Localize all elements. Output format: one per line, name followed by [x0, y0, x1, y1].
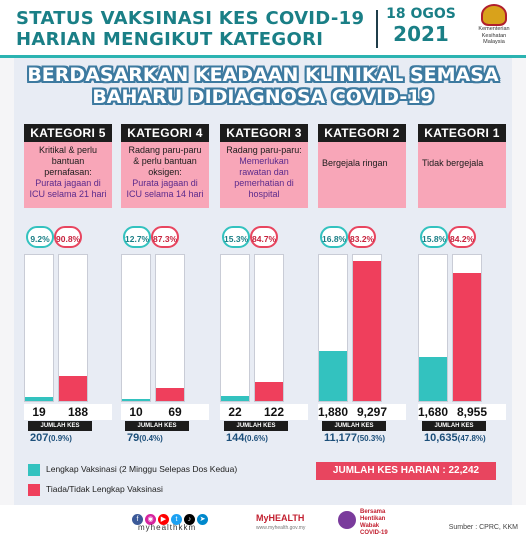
bar-unvaccinated: [58, 254, 88, 402]
total-percent: (0.6%): [244, 434, 268, 443]
percent-unvaccinated: 84.2%: [448, 226, 476, 248]
percent-vaccinated: 16.8%: [320, 226, 348, 248]
total-label: JUMLAH KES: [28, 421, 92, 431]
count-unvaccinated: 69: [168, 405, 182, 419]
percent-vaccinated: 12.7%: [123, 226, 151, 248]
count-row: [220, 404, 308, 420]
count-row: [121, 404, 209, 420]
category-title: KATEGORI 1: [418, 124, 506, 142]
category-title: KATEGORI 3: [220, 124, 308, 142]
percent-vaccinated: 15.8%: [420, 226, 448, 248]
total-value: 11,177: [324, 432, 358, 444]
percent-unvaccinated: 87.3%: [151, 226, 179, 248]
count-row: [318, 404, 406, 420]
title-line-1: STATUS VAKSINASI KES COVID-19: [16, 8, 365, 29]
bar-fill-unvaccinated: [156, 388, 184, 401]
count-unvaccinated: 188: [67, 405, 89, 419]
header: [0, 0, 526, 58]
bar-vaccinated: [220, 254, 250, 402]
count-vaccinated: 10: [129, 405, 143, 419]
bar-vaccinated: [318, 254, 348, 402]
percent-row: [220, 226, 308, 248]
category-card: [418, 124, 506, 208]
category-card: [24, 124, 112, 208]
total-percent: (50.3%): [357, 434, 386, 443]
myhealth-url: www.myhealth.gov.my: [256, 525, 306, 531]
total-label: JUMLAH KES: [322, 421, 386, 431]
total-value: 144: [226, 432, 245, 444]
total-value: 207: [30, 432, 49, 444]
category-desc-text: Tidak bergejala: [422, 158, 484, 168]
total-label: JUMLAH KES: [224, 421, 288, 431]
percent-row: [418, 226, 506, 248]
count-row: [24, 404, 112, 420]
bar-fill-vaccinated: [319, 351, 347, 401]
count-vaccinated: 1,880: [318, 405, 349, 419]
total-percent: (47.8%): [457, 434, 486, 443]
count-row: [418, 404, 506, 420]
category-card: [318, 124, 406, 208]
bar-fill-vaccinated: [221, 396, 249, 401]
bar-fill-unvaccinated: [59, 376, 87, 401]
bar-fill-unvaccinated: [453, 273, 481, 401]
bar-fill-vaccinated: [122, 399, 150, 401]
category-care-text: Purata jagaan di ICU selama 21 hari: [29, 178, 107, 199]
social-handle: myhealthkkm: [138, 523, 197, 532]
date-year: 2021: [393, 22, 449, 46]
bar-vaccinated: [24, 254, 54, 402]
count-vaccinated: 19: [32, 405, 46, 419]
bersama-text: Bersama Hentikan Wabak COVID-19: [360, 509, 388, 536]
bar-group: [24, 254, 112, 402]
category-desc-text: Radang paru-paru:: [226, 145, 302, 155]
instagram-icon[interactable]: ◉: [145, 514, 156, 525]
total-value: 10,635: [424, 432, 458, 444]
percent-row: [318, 226, 406, 248]
percent-vaccinated: 9.2%: [26, 226, 54, 248]
divider: [376, 10, 378, 48]
total-cases: [424, 432, 512, 444]
date-day: 18 OGOS: [386, 6, 456, 22]
legend-swatch-unvaccinated: [28, 484, 40, 496]
count-vaccinated: 22: [228, 405, 242, 419]
crest-icon: [481, 4, 507, 26]
subtitle-line-2: BAHARU DIDIAGNOSA COVID-19: [92, 86, 434, 108]
bar-group: [418, 254, 506, 402]
category-title: KATEGORI 2: [318, 124, 406, 142]
category-card: [220, 124, 308, 208]
category-title: KATEGORI 5: [24, 124, 112, 142]
date: [386, 6, 456, 46]
percent-unvaccinated: 90.8%: [54, 226, 82, 248]
category-desc-text: Radang paru-paru & perlu bantuan oksigen:: [128, 145, 202, 177]
page-title: [16, 8, 364, 50]
bar-fill-unvaccinated: [353, 261, 381, 401]
category-card: [121, 124, 209, 208]
legend-swatch-vaccinated: [28, 464, 40, 476]
category-description: [24, 142, 112, 208]
ministry-logo: [466, 4, 522, 46]
legend-label-unvaccinated: Tiada/Tidak Lengkap Vaksinasi: [46, 484, 163, 494]
legend-label-vaccinated: Lengkap Vaksinasi (2 Minggu Selepas Dos Kedua): [46, 464, 238, 474]
percent-unvaccinated: 83.2%: [348, 226, 376, 248]
footer: [0, 505, 526, 539]
category-description: [318, 142, 406, 208]
ministry-line-2: Kesihatan: [481, 32, 507, 39]
bar-group: [318, 254, 406, 402]
source-text: Sumber : CPRC, KKM: [448, 524, 518, 531]
ministry-line-3: Malaysia: [483, 39, 505, 45]
bar-unvaccinated: [352, 254, 382, 402]
bar-unvaccinated: [254, 254, 284, 402]
ministry-line-1: Kementerian: [478, 26, 510, 32]
percent-row: [24, 226, 112, 248]
percent-row: [121, 226, 209, 248]
youtube-icon[interactable]: ▶: [158, 514, 169, 525]
category-desc-text: Kritikal & perlu bantuan pernafasan:: [38, 145, 98, 177]
subtitle-line-1: BERDASARKAN KEADAAN KLINIKAL SEMASA: [27, 64, 499, 86]
category-care-text: Purata jagaan di ICU selama 14 hari: [126, 178, 204, 199]
count-unvaccinated: 8,955: [456, 405, 488, 419]
total-cases: [30, 432, 118, 444]
bar-group: [220, 254, 308, 402]
category-title: KATEGORI 4: [121, 124, 209, 142]
myhealth-logo: MyHEALTH: [256, 513, 305, 523]
bar-vaccinated: [121, 254, 151, 402]
count-vaccinated: 1,680: [418, 405, 449, 419]
total-label: JUMLAH KES: [422, 421, 486, 431]
count-unvaccinated: 9,297: [356, 405, 388, 419]
category-description: [220, 142, 308, 208]
bar-fill-unvaccinated: [255, 382, 283, 401]
total-cases: [324, 432, 412, 444]
bar-vaccinated: [418, 254, 448, 402]
subtitle: [14, 64, 512, 108]
category-care-text: Memerlukan rawatan dan pemerhatian di hospital: [234, 156, 294, 199]
title-line-2: HARIAN MENGIKUT KATEGORI: [16, 29, 324, 50]
tiktok-icon[interactable]: ♪: [184, 514, 195, 525]
total-cases: [127, 432, 215, 444]
percent-vaccinated: 15.3%: [222, 226, 250, 248]
category-description: [121, 142, 209, 208]
telegram-icon[interactable]: ➤: [197, 514, 208, 525]
bar-unvaccinated: [452, 254, 482, 402]
total-cases: [226, 432, 314, 444]
count-unvaccinated: 122: [263, 405, 285, 419]
daily-total: JUMLAH KES HARIAN : 22,242: [316, 462, 496, 480]
total-label: JUMLAH KES: [125, 421, 189, 431]
category-desc-text: Bergejala ringan: [322, 158, 388, 168]
bar-unvaccinated: [155, 254, 185, 402]
total-percent: (0.9%): [48, 434, 72, 443]
total-percent: (0.4%): [139, 434, 163, 443]
twitter-icon[interactable]: t: [171, 514, 182, 525]
bar-fill-vaccinated: [419, 357, 447, 401]
bar-fill-vaccinated: [25, 397, 53, 401]
percent-unvaccinated: 84.7%: [250, 226, 278, 248]
facebook-icon[interactable]: f: [132, 514, 143, 525]
category-description: [418, 142, 506, 208]
bar-group: [121, 254, 209, 402]
total-value: 79: [127, 432, 140, 444]
